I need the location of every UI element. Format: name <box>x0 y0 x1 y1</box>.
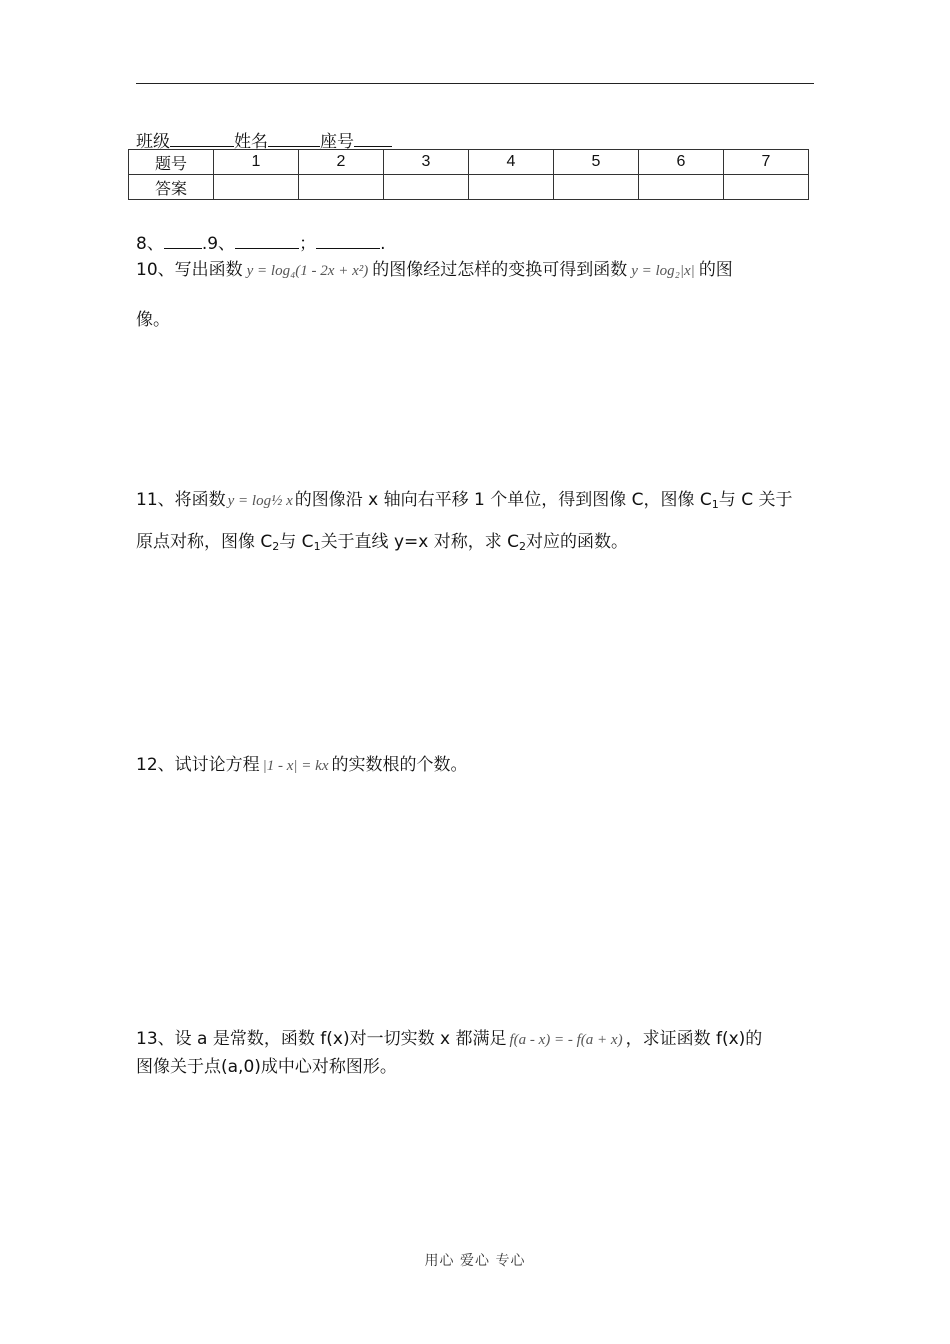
answer-cell[interactable] <box>469 175 554 200</box>
answer-cell[interactable] <box>299 175 384 200</box>
q13-formula: f(a - x) = - f(a + x) <box>509 1032 623 1048</box>
question-number-cell: 2 <box>299 150 384 175</box>
q8-label: 8、 <box>136 234 164 254</box>
page-footer: 用心 爱心 专心 <box>424 1253 526 1269</box>
answer-cell[interactable] <box>214 175 299 200</box>
q10-middle: 的图像经过怎样的变换可得到函数 <box>372 260 628 280</box>
q8-blank[interactable] <box>164 233 202 249</box>
answer-cell[interactable] <box>554 175 639 200</box>
q10-line-2: 像。 <box>136 310 170 330</box>
q10-formula-1: y = log₄(1 - 2x + x²) <box>246 263 369 279</box>
q11-prefix: 11、将函数 <box>136 490 226 510</box>
q10-prefix: 10、写出函数 <box>136 260 243 280</box>
question-number-cell: 1 <box>214 150 299 175</box>
answer-cell[interactable] <box>724 175 809 200</box>
q11-text-a: 的图像沿 x 轴向右平移 1 个单位，得到图像 C，图像 C <box>294 490 712 510</box>
q9-label: .9、 <box>201 234 236 254</box>
line-end: . <box>380 234 386 254</box>
row-label-number: 题号 <box>129 150 214 175</box>
separator: ； <box>299 234 317 254</box>
q11-text-b: 与 C 关于 <box>718 490 793 510</box>
seat-label: 座号 <box>320 132 354 152</box>
class-label: 班级 <box>136 132 170 152</box>
q12-formula: |1 - x| = kx <box>262 758 329 774</box>
q12-prefix: 12、试讨论方程 <box>136 755 260 775</box>
fill-in-line <box>136 229 385 254</box>
name-blank[interactable] <box>268 131 320 147</box>
q11-line2-c: 关于直线 y=x 对称，求 C <box>320 532 520 552</box>
q11-line2-a: 原点对称，图像 C <box>136 532 273 552</box>
q12-suffix: 的实数根的个数。 <box>331 755 468 775</box>
answer-cell[interactable] <box>639 175 724 200</box>
q13-prefix: 13、设 a 是常数，函数 f(x)对一切实数 x 都满足 <box>136 1029 507 1049</box>
question-number-cell: 6 <box>639 150 724 175</box>
question-number-cell: 5 <box>554 150 639 175</box>
q11-subscript: 2 <box>272 540 280 553</box>
answer-table <box>128 149 809 200</box>
q11-formula: y = log½ x <box>227 493 293 509</box>
answer-row <box>129 175 809 200</box>
answer-cell[interactable] <box>384 175 469 200</box>
q9-blank-2[interactable] <box>316 233 380 249</box>
q11-line2-b: 与 C <box>279 532 314 552</box>
header-rule <box>136 83 814 84</box>
q11-subscript: 1 <box>711 498 719 511</box>
q11-line2-d: 对应的函数。 <box>526 532 629 552</box>
seat-blank[interactable] <box>354 131 392 147</box>
q11-subscript: 1 <box>313 540 321 553</box>
number-row <box>129 150 809 175</box>
q11-subscript: 2 <box>519 540 527 553</box>
row-label-answer: 答案 <box>129 175 214 200</box>
class-blank[interactable] <box>170 131 234 147</box>
question-13 <box>136 1024 762 1049</box>
q13-suffix: ，求证函数 f(x)的 <box>625 1029 763 1049</box>
q10-suffix: 的图 <box>698 260 733 280</box>
q13-line-2: 图像关于点(a,0)成中心对称图形。 <box>136 1057 397 1077</box>
question-12 <box>136 750 467 775</box>
q10-formula-2: y = log₂|x| <box>631 263 695 279</box>
question-10 <box>136 255 733 280</box>
q11-line-2 <box>136 527 628 553</box>
name-label: 姓名 <box>234 132 268 152</box>
question-number-cell: 7 <box>724 150 809 175</box>
q9-blank-1[interactable] <box>235 233 299 249</box>
question-number-cell: 4 <box>469 150 554 175</box>
question-11 <box>136 485 792 511</box>
question-number-cell: 3 <box>384 150 469 175</box>
